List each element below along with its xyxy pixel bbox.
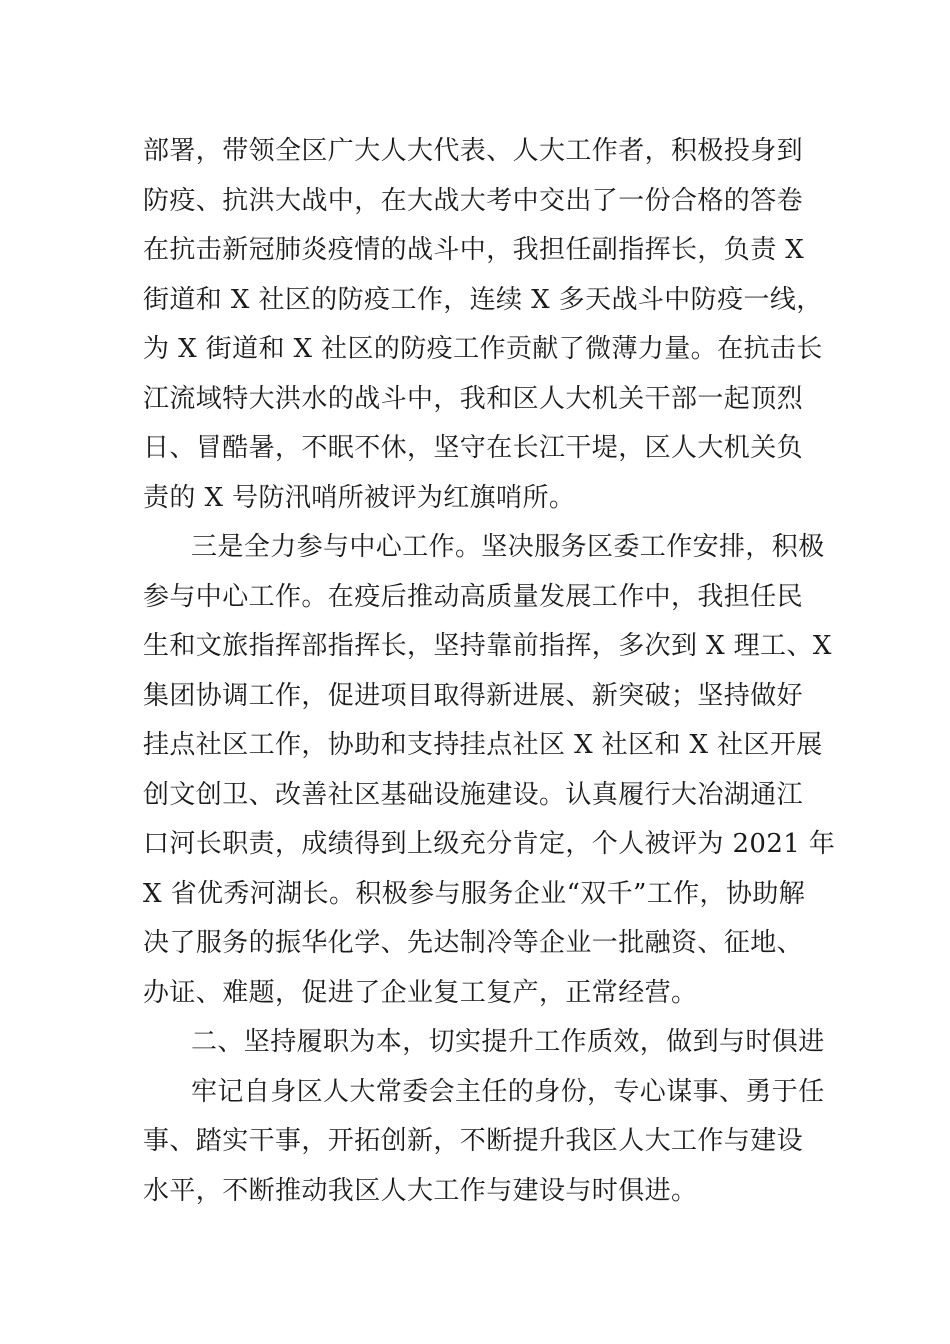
text-line: 生和文旅指挥部指挥长，坚持靠前指挥，多次到 X 理工、X (143, 631, 832, 661)
text-line: 事、踏实干事，开拓创新，不断提升我区人大工作与建设 (143, 1126, 804, 1156)
section-heading: 二、坚持履职为本，切实提升工作质效，做到与时俱进 (191, 1027, 825, 1057)
body-text (143, 127, 836, 1216)
text-line: 水平，不断推动我区人大工作与建设与时俱进。 (143, 1175, 698, 1206)
text-line: 街道和 X 社区的防疫工作，连续 X 多天战斗中防疫一线， (143, 284, 823, 315)
text-line: 江流域特大洪水的战斗中，我和区人大机关干部一起顶烈 (143, 383, 804, 414)
text-line: 决了服务的振华化学、先达制冷等企业一批融资、征地、 (143, 928, 804, 958)
text-line: 在抗击新冠肺炎疫情的战斗中，我担任副指挥长，负责 X (143, 235, 805, 265)
text-line: 日、冒酷暑，不眠不休，坚守在长江干堤，区人大机关负 (143, 433, 804, 463)
text-line: 参与中心工作。在疫后推动高质量发展工作中，我担任民 (143, 581, 804, 612)
text-line: 责的 X 号防汛哨所被评为红旗哨所。 (143, 482, 576, 513)
paragraph-first-line: 牢记自身区人大常委会主任的身份，专心谋事、勇于任 (191, 1076, 825, 1107)
text-line: 创文创卫、改善社区基础设施建设。认真履行大冶湖通江 (143, 779, 804, 810)
text-line: 为 X 街道和 X 社区的防疫工作贡献了微薄力量。在抗击长 (143, 334, 823, 364)
text-line: 集团协调工作，促进项目取得新进展、新突破；坚持做好 (143, 680, 804, 711)
text-line: 办证、难题，促进了企业复工复产，正常经营。 (143, 977, 698, 1008)
text-line: X 省优秀河湖长。积极参与服务企业“双千”工作，协助解 (143, 878, 806, 909)
text-line: 防疫、抗洪大战中，在大战大考中交出了一份合格的答卷 (143, 185, 804, 216)
paragraph-first-line: 三是全力参与中心工作。坚决服务区委工作安排，积极 (191, 532, 825, 562)
text-line: 部署，带领全区广大人大代表、人大工作者，积极投身到 (143, 136, 804, 166)
text-line: 挂点社区工作，协助和支持挂点社区 X 社区和 X 社区开展 (143, 730, 823, 760)
text-line: 口河长职责，成绩得到上级充分肯定，个人被评为 2021 年 (143, 829, 836, 859)
